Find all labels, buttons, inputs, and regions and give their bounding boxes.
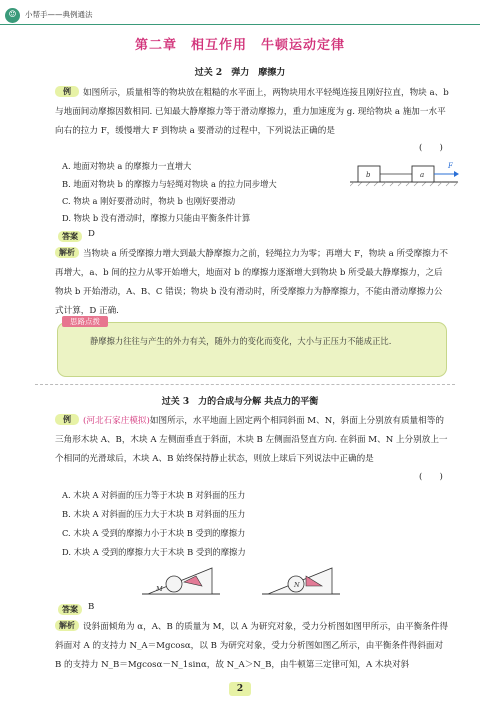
- blocks-figure: [350, 158, 460, 188]
- page-number: 2: [229, 682, 251, 696]
- label-M: M: [156, 585, 163, 593]
- header-divider: [0, 24, 480, 25]
- example-question: [55, 84, 450, 141]
- analysis-tag-2: 解析: [55, 620, 79, 631]
- question-text-2: 如图所示，水平地面上固定两个相同斜面 M、N，斜面上分别放有质量相等的三角形木块 A、B，木块 A 左侧面垂直于斜面，木块 B 左侧面沿竖直方向. 在斜面 M、N 上分别放上一个相同的光滑球后，木块 A、B 始终保持静止状态，则放上球后下列说法中正确的是: [55, 416, 448, 464]
- option-a-2: A. 木块 A 对斜面的压力等于木块 B 对斜面的压力: [62, 490, 246, 500]
- example-question-2: [55, 412, 450, 469]
- option-d-2: D. 木块 A 受到的摩擦力大于木块 B 受到的摩擦力: [62, 547, 246, 557]
- example-tag: 例: [55, 86, 79, 97]
- option-d: D. 物块 b 没有滑动时，摩擦力只能由平衡条件计算: [62, 213, 251, 223]
- option-b-2: B. 木块 A 对斜面的压力大于木块 B 对斜面的压力: [62, 509, 246, 519]
- header-label: 小帮手——典例通法: [25, 10, 93, 19]
- answer-tag-2: 答案: [58, 604, 82, 615]
- question-text: 如图所示，质量相等的物块放在粗糙的水平面上，两物块用水平轻绳连接且刚好拉直，物块 a、b 与地面间动摩擦因数相同. 已知最大静摩擦力等于滑动摩擦力，重力加速度为 g. 现给物块 a 施加一水平向右的拉力 F，缓慢增大 F 到物块 a 要滑动的过程中，下列说法正确的是: [55, 88, 449, 136]
- answer-value: D: [88, 229, 95, 239]
- analysis-block-2: [55, 618, 450, 675]
- example-tag-2: 例: [55, 414, 79, 425]
- option-a: A. 地面对物块 a 的摩擦力一直增大: [62, 161, 192, 171]
- analysis-text: 当物块 a 所受摩擦力增大到最大静摩擦力之前，轻绳拉力为零；再增大 F，物块 a 所受摩擦力不再增大，a、b 间的拉力从零开始增大，地面对 b 的摩擦力逐渐增大到物块 b 所受最大静摩擦力，之后物块 b 开始滑动，A、B、C 错误；物块 b 没有滑动时，所受摩擦力为静摩擦力，不能由滑动摩擦力公式计算，D 正确.: [55, 249, 449, 316]
- option-b: B. 地面对物块 b 的摩擦力与轻绳对物块 a 的拉力同步增大: [62, 179, 277, 189]
- label-f: F: [448, 162, 453, 170]
- brand-logo-icon: ☺: [5, 8, 20, 23]
- answer-paren-2: ( ): [419, 472, 443, 482]
- section-title: 过关 2 弹力 摩擦力: [194, 68, 286, 78]
- analysis-text-2: 设斜面倾角为 α，A、B 的质量为 M，以 A 为研究对象，受力分析图如图甲所示，由平衡条件得斜面对 A 的支持力 N_A＝Mgcosα，以 B 为研究对象，受力分析图如图乙所示，由平衡条件得斜面对 B 的支持力 N_B＝Mgcosα－N_1sinα，故 N_A＞N_B，由牛顿第三定律可知，A 木块对斜: [55, 622, 448, 670]
- label-a: a: [420, 171, 425, 179]
- question-source: (河北石家庄模拟): [83, 416, 150, 426]
- answer-paren: ( ): [419, 143, 443, 153]
- section-title-2: 过关 3 力的合成与分解 共点力的平衡: [161, 397, 319, 407]
- option-c: C. 物块 a 刚好要滑动时，物块 b 也刚好要滑动: [62, 196, 236, 206]
- tip-title: 思路点拨: [62, 316, 108, 327]
- tip-text: 静摩擦力往往与产生的外力有关，随外力的变化而变化，大小与正压力不能成正比.: [90, 336, 392, 346]
- incline-m-figure: [142, 562, 222, 598]
- incline-n-figure: [262, 562, 342, 598]
- ball-m: [166, 576, 182, 592]
- analysis-block: [55, 245, 450, 321]
- analysis-tag: 解析: [55, 247, 79, 258]
- label-b: b: [366, 171, 371, 179]
- answer-tag: 答案: [58, 231, 82, 242]
- label-N: N: [294, 581, 300, 589]
- section-divider: [35, 384, 455, 385]
- chapter-title: 第二章 相互作用 牛顿运动定律: [134, 38, 345, 53]
- option-c-2: C. 木块 A 受到的摩擦力小于木块 B 受到的摩擦力: [62, 528, 246, 538]
- answer-value-2: B: [88, 602, 95, 612]
